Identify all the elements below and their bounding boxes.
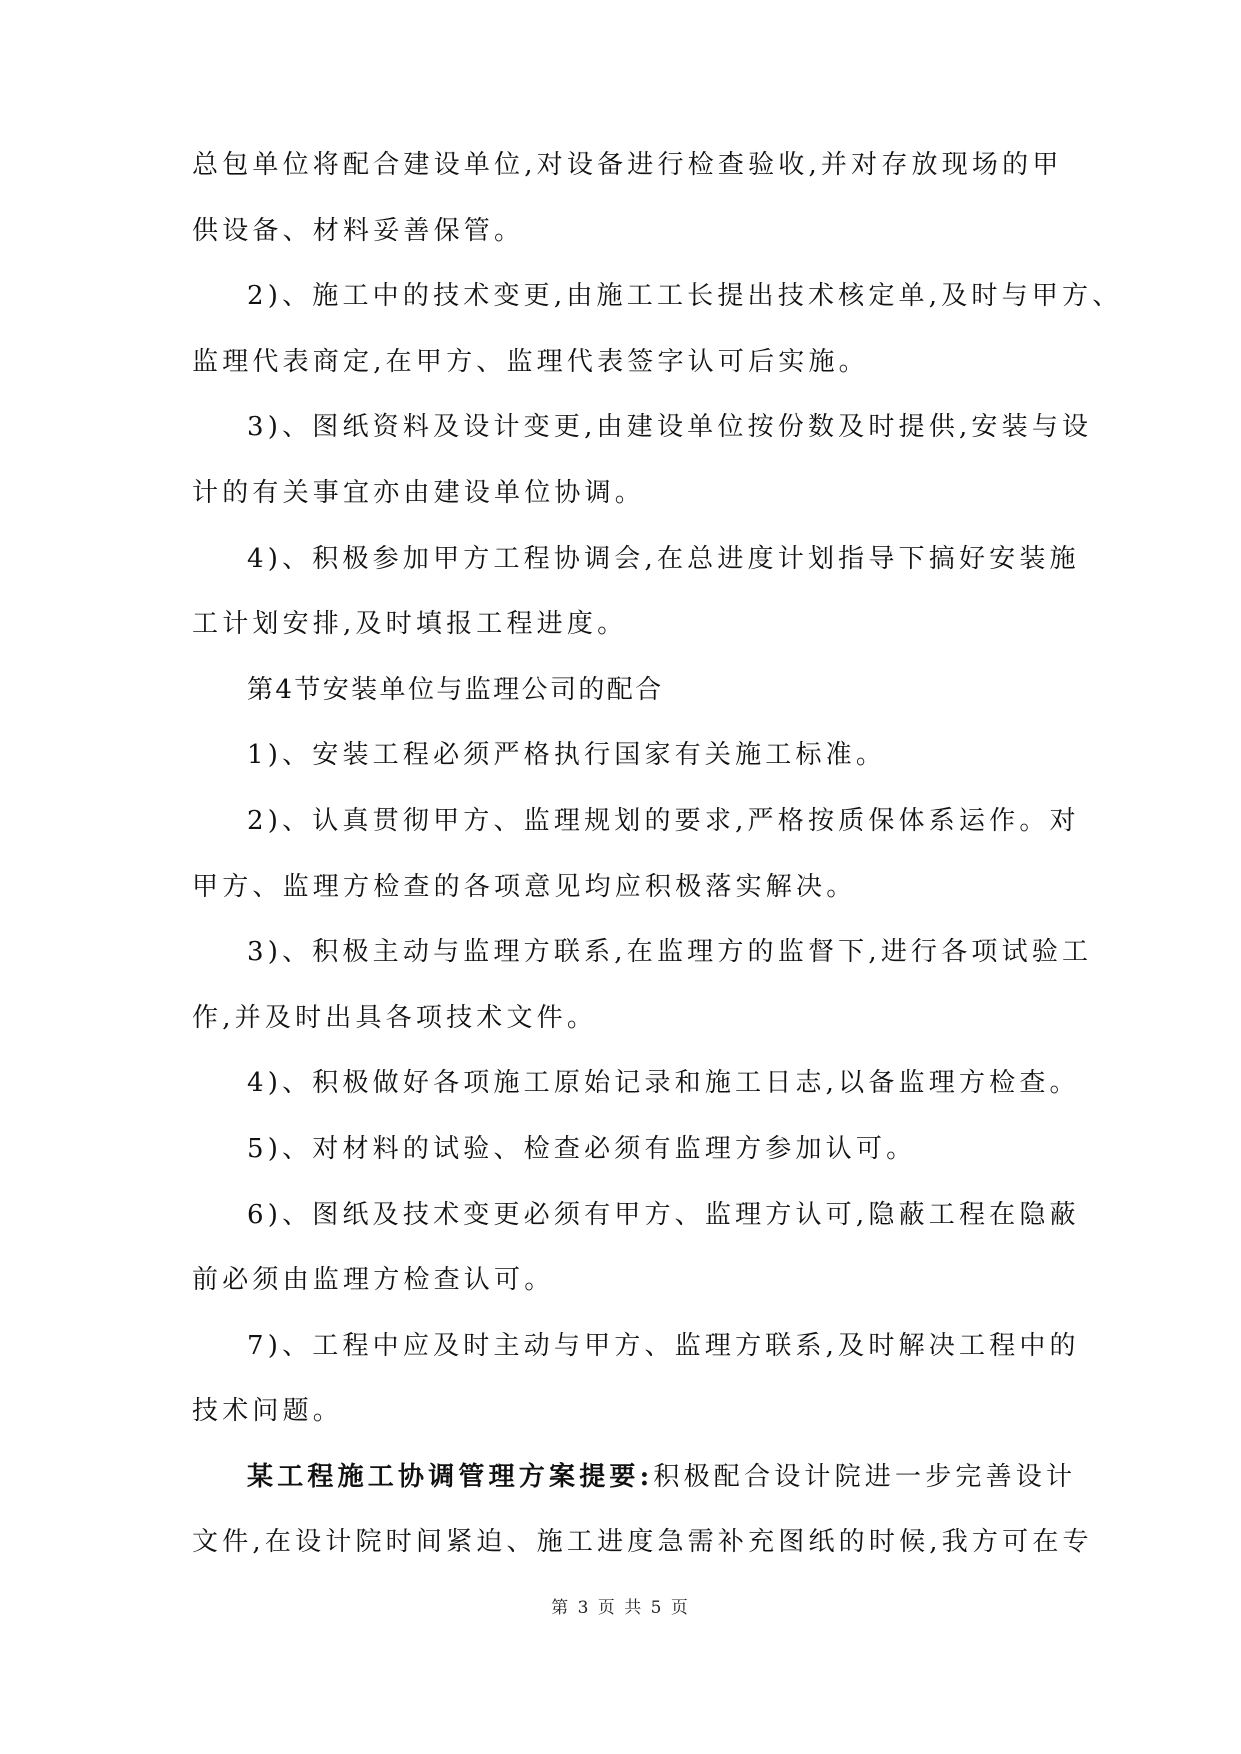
section-item-7-line-2: 技术问题。: [192, 1396, 344, 1427]
list-item-3-line-2: 计的有关事宜亦由建设单位协调。: [192, 477, 646, 508]
list-item-2-line-1: 2)、施工中的技术变更,由施工工长提出技术核定单,及时与甲方、: [247, 281, 1123, 312]
section-item-2-line-1: 2)、认真贯彻甲方、监理规划的要求,严格按质保体系运作。对: [247, 805, 1080, 836]
summary-paragraph-line-2: 文件,在设计院时间紧迫、施工进度急需补充图纸的时候,我方可在专: [192, 1527, 1093, 1558]
section-item-1: 1)、安装工程必须严格执行国家有关施工标准。: [247, 740, 887, 771]
section-item-2-line-2: 甲方、监理方检查的各项意见均应积极落实解决。: [192, 871, 857, 902]
section-item-4: 4)、积极做好各项施工原始记录和施工日志,以备监理方检查。: [247, 1068, 1080, 1099]
list-item-4-line-2: 工计划安排,及时填报工程进度。: [192, 609, 628, 640]
section-item-6-line-1: 6)、图纸及技术变更必须有甲方、监理方认可,隐蔽工程在隐蔽: [247, 1199, 1080, 1230]
text-line-continuation: 总包单位将配合建设单位,对设备进行检查验收,并对存放现场的甲: [192, 150, 1063, 180]
section-item-3-line-2: 作,并及时出具各项技术文件。: [192, 1002, 598, 1033]
summary-paragraph-line-1: [192, 1461, 1077, 1492]
section-heading: 第4节安装单位与监理公司的配合: [247, 674, 664, 705]
summary-lead: 某工程施工协调管理方案提要:: [247, 1461, 654, 1492]
list-item-3-line-1: 3)、图纸资料及设计变更,由建设单位按份数及时提供,安装与设: [247, 412, 1093, 443]
list-item-4-line-1: 4)、积极参加甲方工程协调会,在总进度计划指导下搞好安装施: [247, 543, 1080, 574]
list-item-2-line-2: 监理代表商定,在甲方、监理代表签字认可后实施。: [192, 346, 869, 377]
page-number-footer: 第 3 页 共 5 页: [551, 1598, 690, 1618]
section-item-6-line-2: 前必须由监理方检查认可。: [192, 1265, 555, 1296]
document-body: [192, 150, 1123, 1593]
section-item-7-line-1: 7)、工程中应及时主动与甲方、监理方联系,及时解决工程中的: [247, 1330, 1080, 1361]
section-item-5: 5)、对材料的试验、检查必须有监理方参加认可。: [247, 1133, 917, 1164]
text-line-continuation: 供设备、材料妥善保管。: [192, 215, 525, 246]
section-item-3-line-1: 3)、积极主动与监理方联系,在监理方的监督下,进行各项试验工: [247, 937, 1093, 968]
summary-line-1-rest: 积极配合设计院进一步完善设计: [653, 1461, 1077, 1492]
